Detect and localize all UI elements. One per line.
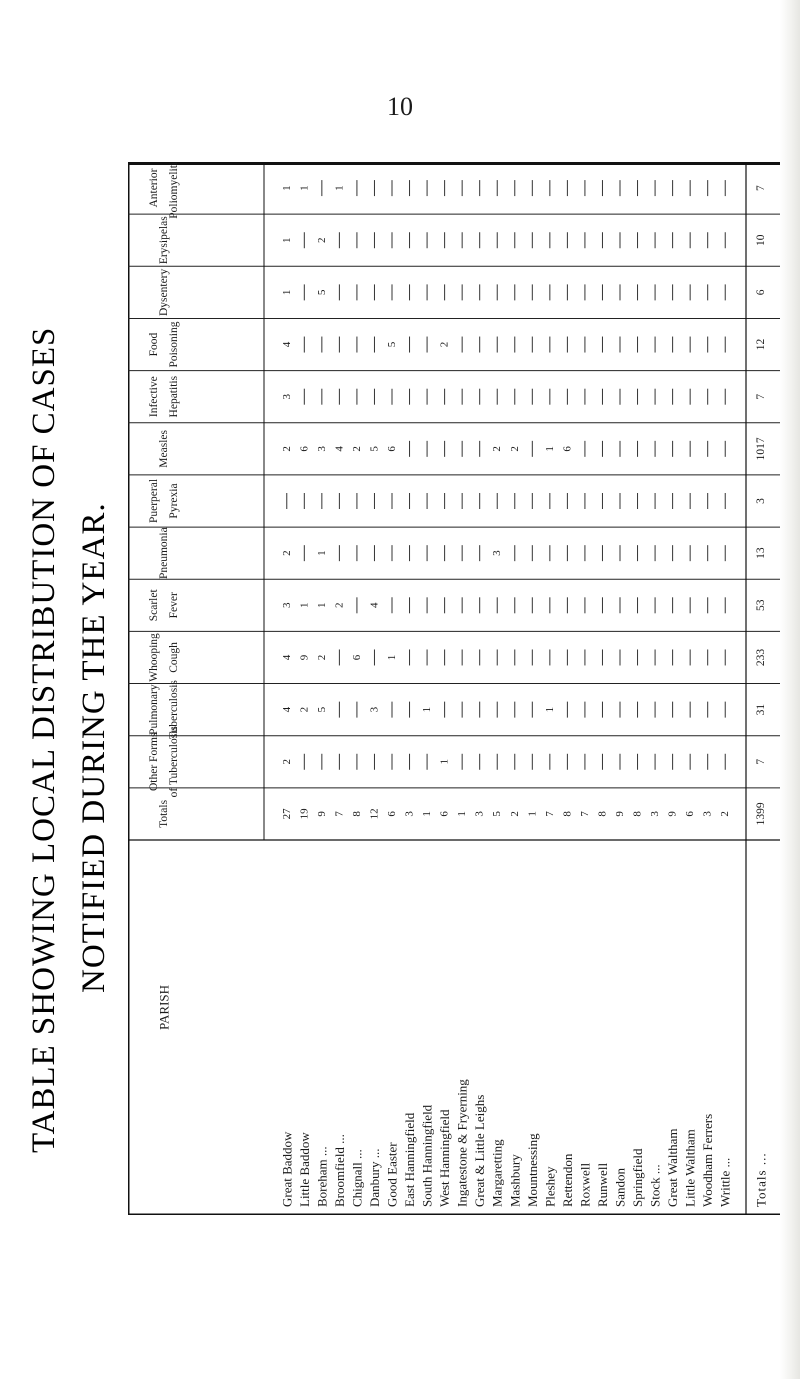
table-cell: 3 [280,602,293,609]
column-header-12: Totals [158,799,170,828]
column-header-0-cont: Poliomyelitis [168,162,180,219]
parish-name: Roxwell [577,1162,593,1207]
table-cell: 4 [333,446,346,452]
table-cell: 1 [315,550,328,556]
table-cell: 1 [386,654,398,661]
table-cell: 1 [438,759,451,765]
table-cell: 3 [649,811,662,817]
parish-name: Little Waltham [682,1129,698,1207]
table-cell: 1 [526,811,539,817]
totals-cell: 1017 [755,437,767,461]
parish-name: Rettendon [559,1153,575,1207]
table-cell: 4 [280,706,293,713]
table-cell: 5 [368,446,381,452]
table-cell: 9 [666,811,679,817]
parish-name: Springfield [630,1148,646,1207]
column-header-7: Pneumonia [158,527,170,580]
column-header-3-cont: Poisoning [168,321,180,368]
table-cell: 2 [350,446,363,452]
column-header-8: Scarlet [148,589,160,622]
table-cell: 9 [315,811,328,817]
table-cell: 1 [298,602,311,609]
title-line-2: NOTIFIED DURING THE YEAR. [76,502,112,993]
table-cell: 1 [298,185,311,191]
table-cell: 6 [438,811,451,817]
column-header-9: Whooping [148,633,160,682]
table-cell: 2 [491,446,504,452]
table-cell: 4 [280,341,293,348]
table-cell: 1 [543,706,556,713]
totals-cell: 31 [755,703,767,716]
parish-name: Stock ... [647,1164,663,1207]
table-cell: 2 [719,811,732,817]
table-cell: 1 [421,706,434,713]
table-cell: 2 [280,759,293,765]
table-cell: 2 [280,550,293,556]
table-cell: 6 [350,654,363,661]
parish-name: Little Baddow [296,1132,312,1207]
column-header-8-cont: Fever [168,592,180,619]
column-header-9-cont: Cough [168,642,180,673]
parish-name: Great Baddow [279,1131,295,1207]
table-cell: 3 [315,446,328,452]
table-cell: 5 [386,341,398,348]
table-cell: 1 [280,289,293,296]
table-cell: 3 [701,811,714,817]
totals-cell: 10 [755,234,767,246]
table-cell: 2 [508,446,521,452]
table-cell: 6 [298,446,311,452]
table-cell: 6 [684,811,697,817]
totals-cell: 7 [755,758,767,765]
parish-name: Writtle ... [717,1157,733,1207]
table-cell: 3 [403,811,416,817]
parish-name: Chignall ... [349,1149,365,1207]
page-edge-shadow [780,0,800,1379]
table-cell: 19 [298,808,311,820]
table-cell: 1 [280,185,293,191]
table-border [129,163,782,1215]
table-cell: 6 [386,811,398,817]
parish-name: Runwell [594,1162,610,1207]
table-cell: 7 [333,811,346,817]
table-cell: 2 [315,237,328,243]
column-header-4-cont: Hepatitis [168,375,180,418]
table-cell: 27 [280,808,293,820]
table-cell: 5 [491,811,504,817]
parish-name: West Hanningfield [437,1109,453,1207]
table-cell: 1 [421,811,434,817]
totals-cell: 12 [755,338,767,351]
parish-name: Boreham ... [314,1146,330,1207]
table-cell: 3 [368,706,381,713]
table-cell: 2 [315,654,328,661]
column-header-10-cont: Tuberculosis [168,680,180,740]
table-cell: 1 [543,446,556,452]
table-cell: 3 [473,811,486,817]
column-header-11-cont: of Tuberculosis [168,726,180,798]
parish-name: Sandon [612,1168,628,1207]
table-cell: 12 [368,808,381,820]
totals-cell: 13 [755,547,767,559]
table-cell: 8 [631,811,644,817]
totals-cell: 1399 [755,802,767,826]
title-line-1: TABLE SHOWING LOCAL DISTRIBUTION OF CASES [26,326,62,1153]
totals-cell: 7 [755,393,767,400]
totals-cell: 53 [755,599,767,612]
column-header-2: Dysentery [158,268,170,317]
page-number: 10 [387,92,413,121]
parish-name: Mountnessing [524,1133,540,1207]
table-title-rotated [6,128,126,1178]
table-cell: 5 [315,289,328,296]
table-cell: 9 [298,654,311,661]
table-cell: 8 [350,811,363,817]
table-cell: 4 [368,602,381,609]
table-title [6,128,126,1178]
table-cell: 1 [333,185,346,191]
table-cell: 8 [561,811,574,817]
column-header-6-cont: Pyrexia [168,483,180,519]
table-cell: 7 [543,811,556,817]
column-header-10: Pulmonary [148,684,160,735]
parish-name: Margaretting [489,1139,505,1207]
table-cell: 9 [614,811,626,817]
table-cell: 1 [456,811,469,817]
table-cell: 4 [280,654,293,661]
column-header-3: Food [148,332,160,357]
table-cell: 6 [561,446,574,452]
distribution-table-svg [128,162,782,1215]
table-cell: 6 [386,446,398,452]
parish-name: Mashbury [507,1154,523,1207]
table-cell: 2 [438,341,451,348]
column-header-6: Puerperal [148,478,160,524]
column-header-4: Infective [148,376,160,418]
column-header-1: Erysipelas [158,216,170,265]
parish-name: Ingatestone & Fryerning [454,1079,470,1207]
parish-name: South Hanningfield [419,1104,435,1207]
parish-header: PARISH [156,984,172,1031]
column-header-0: Anterior [148,168,160,208]
totals-cell: 7 [755,185,767,191]
table-cell: 5 [315,706,328,713]
parish-name: Great & Little Leighs [472,1094,488,1207]
table-cell: 1 [280,237,293,243]
table-cell: 2 [508,811,521,817]
column-header-11: Other Forms [148,732,160,792]
parish-name: Good Easter [384,1142,400,1207]
table-cell: 3 [280,393,293,400]
parish-name: Woodham Ferrers [700,1113,716,1207]
table-cell: 8 [596,811,609,817]
table-cell: 1 [315,602,328,609]
parish-name: Pleshey [542,1166,558,1207]
parish-name: Danbury ... [366,1148,382,1207]
totals-cell: 3 [755,498,767,504]
table-cell: 7 [578,811,591,817]
totals-cell: 6 [755,289,767,296]
table-cell: 2 [298,706,311,713]
table-cell: 2 [333,602,346,609]
table-cell: 3 [491,550,504,556]
distribution-table [128,162,782,1215]
parish-name: Broomfield ... [331,1134,347,1207]
totals-cell: 233 [755,648,767,667]
totals-label: Totals ... [753,1152,769,1207]
column-header-5: Measles [158,430,170,468]
parish-name: East Hanningfield [402,1112,418,1207]
parish-name: Great Waltham [665,1128,681,1207]
table-cell: 2 [280,446,293,452]
